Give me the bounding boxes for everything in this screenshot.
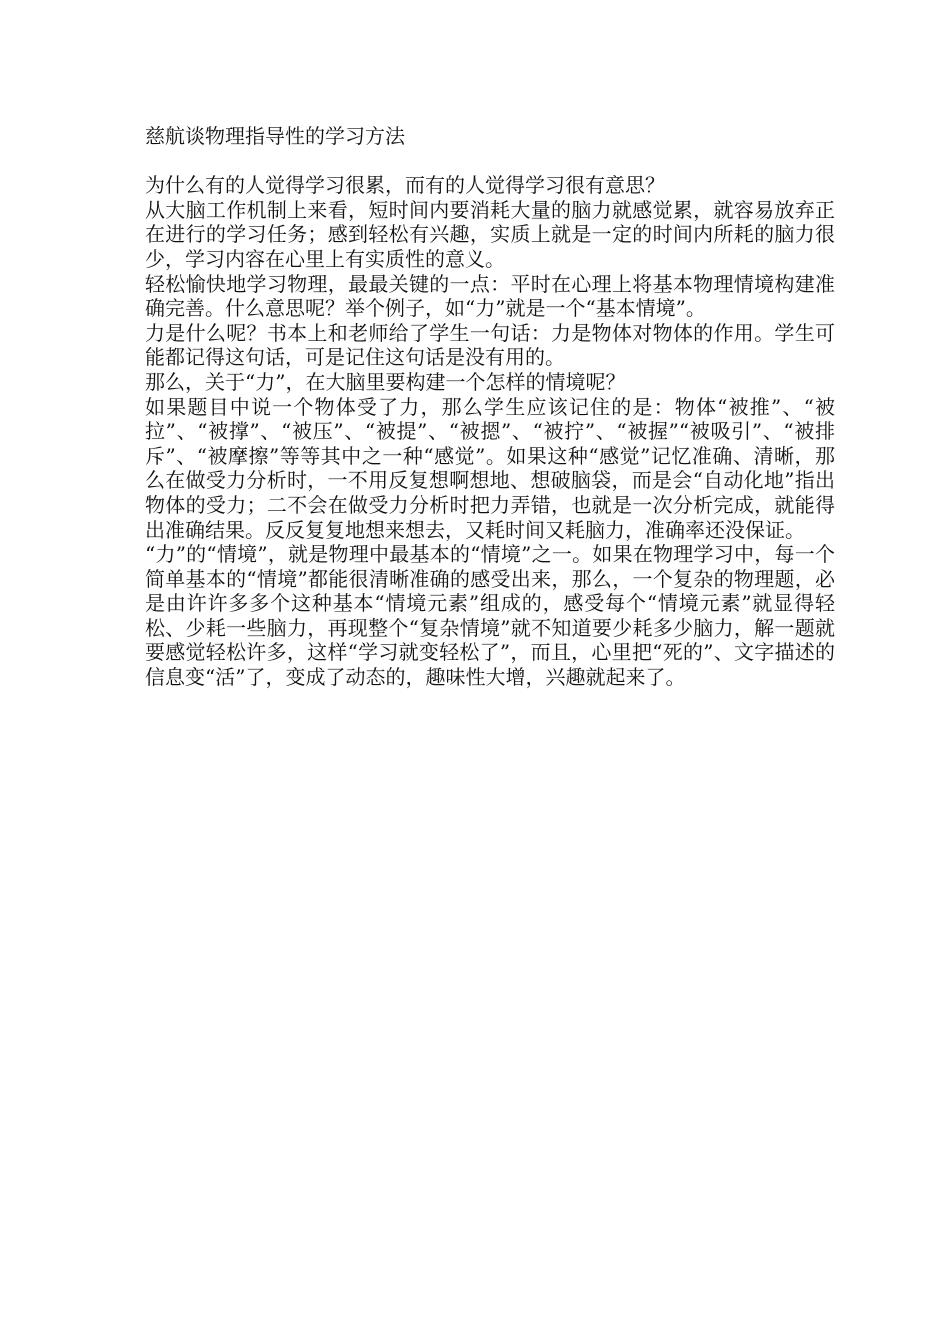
document-title: 慈航谈物理指导性的学习方法 — [145, 124, 405, 148]
document-body — [145, 124, 835, 690]
paragraph: 如果题目中说一个物体受了力，那么学生应该记住的是：物体“被推”、“被拉”、“被撑”、“被压”、“被提”、“被摁”、“被拧”、“被握”“被吸引”、“被排斥”、“被摩擦”等等其中之一种“感觉”。如果这种“感觉”记忆准确、清晰，那么在做受力分析时，一不用反复想啊想地、想破脑袋，而是会“自动化地”指出物体的受力；二不会在做受力分析时把力弄错，也就是一次分析完成，就能得出准确结果。反反复复地想来想去，又耗时间又耗脑力，准确率还没保证。 — [145, 394, 835, 542]
paragraph: “力”的“情境”，就是物理中最基本的“情境”之一。如果在物理学习中，每一个简单基本的“情境”都能很清晰准确的感受出来，那么，一个复杂的物理题，必是由许许多多个这种基本“情境元素”组成的，感受每个“情境元素”就显得轻松、少耗一些脑力，再现整个“复杂情境”就不知道要少耗多少脑力，解一题就要感觉轻松许多，这样“学习就变轻松了”，而且，心里把“死的”、文字描述的信息变“活”了，变成了动态的，趣味性大增，兴趣就起来了。 — [145, 542, 835, 690]
paragraph: 力是什么呢？书本上和老师给了学生一句话：力是物体对物体的作用。学生可能都记得这句话，可是记住这句话是没有用的。 — [145, 320, 835, 370]
paragraph: 那么，关于“力”，在大脑里要构建一个怎样的情境呢？ — [145, 369, 626, 394]
blank-line — [145, 149, 835, 174]
paragraph: 轻松愉快地学习物理，最最关键的一点：平时在心理上将基本物理情境构建准确完善。什么意思呢？举个例子，如“力”就是一个“基本情境”。 — [145, 271, 835, 321]
paragraph: 为什么有的人觉得学习很累，而有的人觉得学习很有意思？ — [145, 173, 665, 198]
paragraph: 从大脑工作机制上来看，短时间内要消耗大量的脑力就感觉累，就容易放弃正在进行的学习任务；感到轻松有兴趣，实质上就是一定的时间内所耗的脑力很少，学习内容在心里上有实质性的意义。 — [145, 197, 835, 271]
